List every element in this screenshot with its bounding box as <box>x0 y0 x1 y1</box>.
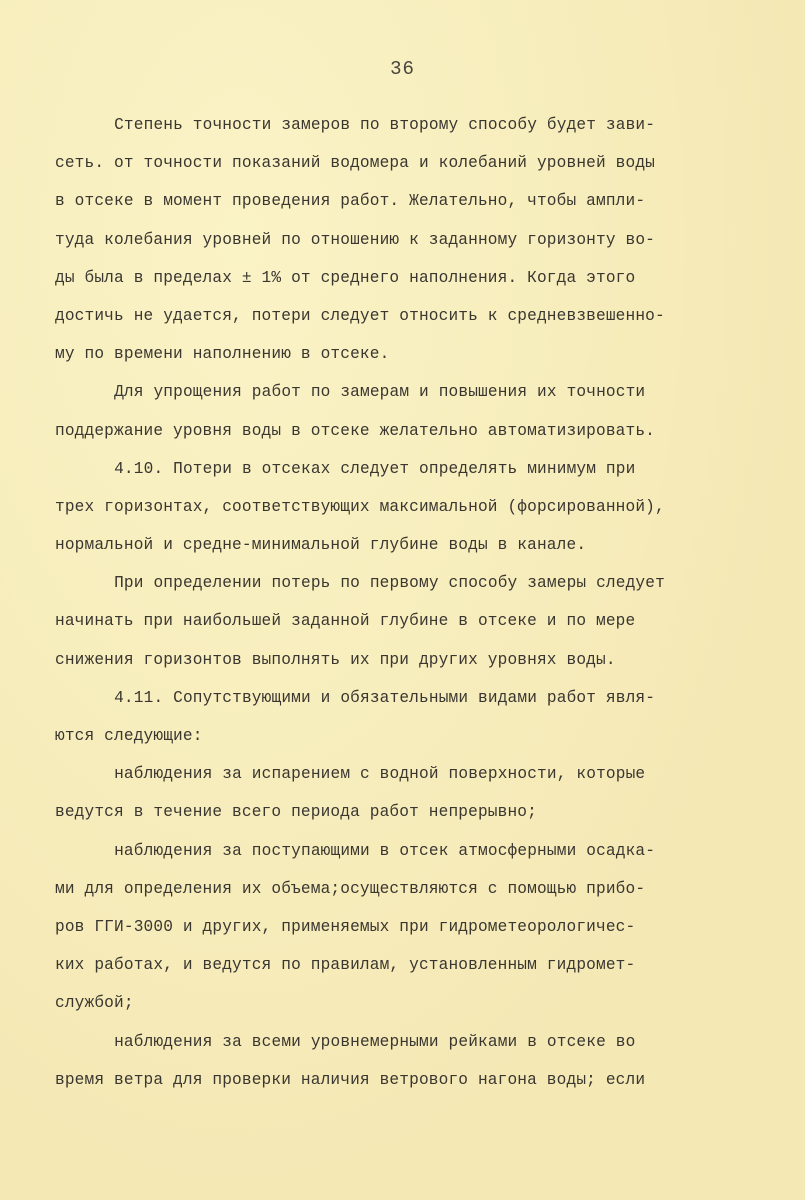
text-line: трех горизонтах, соответствующих максимальной (форсированной), <box>55 496 665 516</box>
text-line: начинать при наибольшей заданной глубине в отсеке и по мере <box>55 611 636 631</box>
text-line: службой; <box>55 993 134 1013</box>
text-line: При определении потерь по первому способу замеры следует <box>114 573 665 593</box>
text-line: достичь не удается, потери следует относить к средневзвешенно- <box>55 305 665 325</box>
text-line: наблюдения за испарением с водной поверхности, которые <box>114 764 646 784</box>
text-line: снижения горизонтов выполнять их при других уровнях воды. <box>55 649 616 669</box>
text-line: ды была в пределах ± 1% от среднего наполнения. Когда этого <box>55 267 636 287</box>
text-line: в отсеке в момент проведения работ. Желательно, чтобы ампли- <box>55 191 646 211</box>
document-body <box>55 110 795 1103</box>
text-line: наблюдения за всеми уровнемерными рейками в отсеке во <box>114 1031 636 1051</box>
text-line: ми для определения их объема;осуществляются с помощью прибо- <box>55 878 646 898</box>
text-line: сеть. от точности показаний водомера и колебаний уровней воды <box>55 153 656 173</box>
page-number: 36 <box>390 58 415 80</box>
text-line: время ветра для проверки наличия ветрового нагона воды; если <box>55 1069 646 1089</box>
text-line: Степень точности замеров по второму способу будет зави- <box>114 115 656 134</box>
text-line: Для упрощения работ по замерам и повышения их точности <box>114 382 646 402</box>
text-line: ведутся в течение всего периода работ непрерывно; <box>55 802 537 822</box>
text-line: поддержание уровня воды в отсеке желательно автоматизировать. <box>55 420 656 440</box>
text-line: наблюдения за поступающими в отсек атмосферными осадка- <box>114 840 656 860</box>
text-line: 4.11. Сопутствующими и обязательными видами работ явля- <box>114 687 656 707</box>
text-line: ются следующие: <box>55 726 203 745</box>
text-line: ров ГГИ-3000 и других, применяемых при гидрометеорологичес- <box>55 916 636 936</box>
text-line: му по времени наполнению в отсеке. <box>55 344 390 364</box>
text-line: туда колебания уровней по отношению к заданному горизонту во- <box>55 229 656 249</box>
text-line: ких работах, и ведутся по правилам, установленным гидромет- <box>55 955 636 975</box>
text-line: 4.10. Потери в отсеках следует определять минимум при <box>114 458 636 478</box>
text-line: нормальной и средне-минимальной глубине воды в канале. <box>55 535 587 555</box>
